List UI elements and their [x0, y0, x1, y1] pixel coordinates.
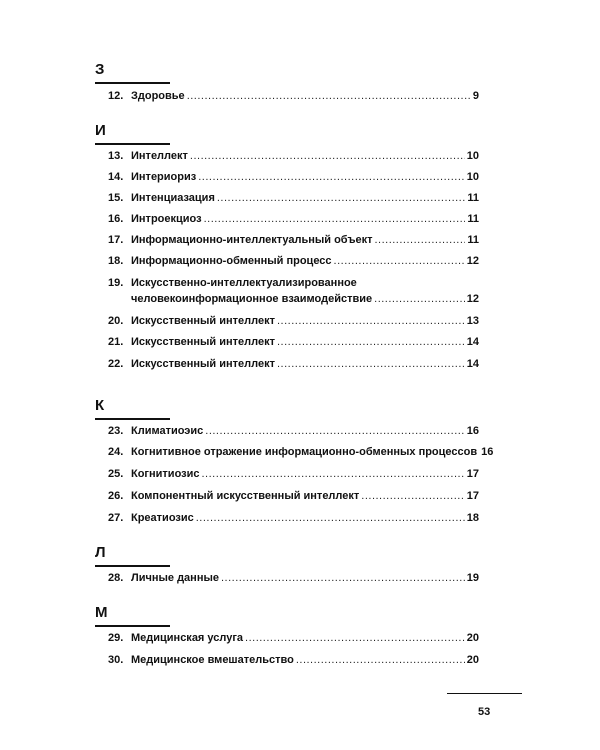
dot-leader	[198, 171, 465, 184]
dot-leader	[296, 654, 465, 667]
dot-leader	[202, 468, 465, 481]
section-letter: М	[95, 604, 108, 621]
entry-title-line1: Искусственно-интеллектуализированное	[131, 277, 357, 289]
section-letter: И	[95, 122, 106, 139]
entry-number: 23.	[108, 425, 124, 437]
entry-title: Информационно-обменный процесс	[131, 255, 332, 267]
dot-leader	[374, 293, 465, 306]
entry-page: 16	[481, 446, 494, 458]
entry-page: 12	[466, 255, 479, 267]
entry-number: 15.	[108, 192, 124, 204]
dot-leader	[245, 632, 465, 645]
entry-number: 18.	[108, 255, 124, 267]
page-number: 53	[478, 706, 491, 718]
entry-number: 19.	[108, 277, 124, 289]
entry-page: 14	[466, 336, 479, 348]
entry-title: Интроекциоз	[131, 213, 202, 225]
entry-page: 10	[466, 171, 479, 183]
entry-page: 18	[466, 512, 479, 524]
section-rule	[95, 82, 170, 84]
section-letter: К	[95, 397, 105, 414]
toc-section	[95, 397, 494, 524]
entry-title: Креатиозис	[131, 512, 194, 524]
entry-number: 20.	[108, 315, 124, 327]
entry-title: Когнитивное отражение информационно-обменных процессов	[131, 446, 478, 458]
section-rule	[95, 565, 170, 567]
entry-title: Искусственный интеллект	[131, 315, 275, 327]
section-letter: Л	[95, 544, 106, 561]
dot-leader	[361, 490, 464, 503]
entry-page: 9	[472, 90, 479, 102]
entry-page: 17	[466, 468, 479, 480]
entry-number: 28.	[108, 572, 124, 584]
footer-rule	[447, 693, 522, 694]
entry-number: 27.	[108, 512, 124, 524]
entry-page: 11	[467, 213, 479, 225]
entry-page: 17	[466, 490, 479, 502]
entry-page: 16	[466, 425, 479, 437]
dot-leader	[374, 234, 465, 247]
section-rule	[95, 625, 170, 627]
entry-title: человекоинформационное взаимодействие	[131, 293, 373, 305]
entry-title: Интериориз	[131, 171, 197, 183]
entry-number: 24.	[108, 446, 124, 458]
dot-leader	[190, 150, 465, 163]
entry-title: Интеллект	[131, 150, 188, 162]
toc-section	[95, 544, 485, 584]
entry-title: Когнитиозис	[131, 468, 200, 480]
entry-title: Климатиоэис	[131, 425, 204, 437]
entry-page: 14	[466, 358, 479, 370]
entry-title: Личные данные	[131, 572, 219, 584]
entry-page: 11	[467, 234, 479, 246]
entry-page: 19	[466, 572, 479, 584]
entry-page: 13	[466, 315, 479, 327]
entry-number: 14.	[108, 171, 124, 183]
dot-leader	[187, 90, 471, 103]
section-rule	[95, 143, 170, 145]
dot-leader	[277, 358, 465, 371]
dot-leader	[217, 192, 466, 205]
dot-leader	[196, 512, 465, 525]
entry-page: 20	[466, 654, 479, 666]
dot-leader	[277, 336, 465, 349]
toc-section	[95, 122, 485, 370]
entry-page: 10	[466, 150, 479, 162]
dot-leader	[204, 213, 466, 226]
entry-title: Медицинская услуга	[131, 632, 244, 644]
entry-page: 12	[466, 293, 479, 305]
entry-number: 22.	[108, 358, 124, 370]
entry-page: 11	[467, 192, 479, 204]
entry-title: Искусственный интеллект	[131, 336, 275, 348]
entry-number: 29.	[108, 632, 124, 644]
entry-number: 17.	[108, 234, 124, 246]
entry-number: 26.	[108, 490, 124, 502]
toc-section	[95, 61, 485, 102]
entry-number: 25.	[108, 468, 124, 480]
toc-section	[95, 604, 485, 666]
entry-title: Интенциазация	[131, 192, 215, 204]
entry-title: Медицинское вмешательство	[131, 654, 294, 666]
section-letter: З	[95, 61, 105, 78]
entry-number: 21.	[108, 336, 124, 348]
entry-number: 30.	[108, 654, 124, 666]
entry-title: Искусственный интеллект	[131, 358, 275, 370]
dot-leader	[221, 572, 465, 585]
entry-title: Информационно-интеллектуальный объект	[131, 234, 373, 246]
entry-number: 12.	[108, 90, 124, 102]
entry-page: 20	[466, 632, 479, 644]
section-rule	[95, 418, 170, 420]
entry-number: 16.	[108, 213, 124, 225]
entry-title: Здоровье	[131, 90, 185, 102]
dot-leader	[277, 315, 465, 328]
dot-leader	[334, 255, 465, 268]
entry-title: Компонентный искусственный интеллект	[131, 490, 360, 502]
entry-number: 13.	[108, 150, 124, 162]
dot-leader	[205, 425, 464, 438]
